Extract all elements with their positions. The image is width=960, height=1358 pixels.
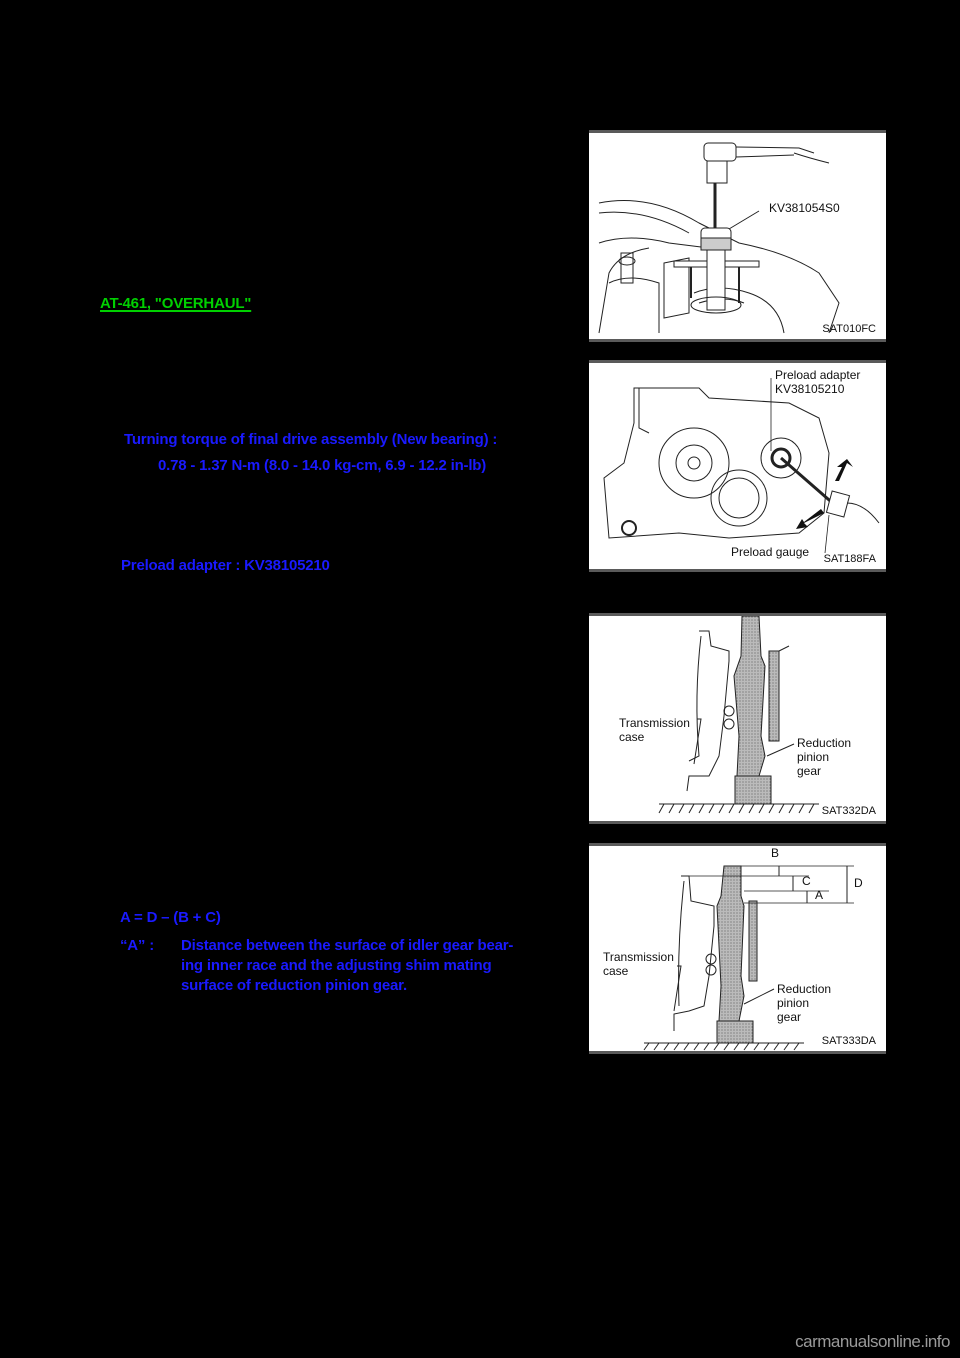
transmission-case-label-line2: case xyxy=(619,730,645,744)
dimension-a-label: A xyxy=(815,888,824,902)
reduction-pinion-label-line3: gear xyxy=(797,764,822,778)
transmission-case-label-line1: Transmission xyxy=(603,950,674,964)
transmission-case-label-line1: Transmission xyxy=(619,716,690,730)
figure-id: SAT333DA xyxy=(821,1035,876,1047)
figure-sat188fa xyxy=(589,360,886,572)
turning-torque-label: Turning torque of final drive assembly (New bearing) : xyxy=(124,431,498,448)
reduction-pinion-label-line2: pinion xyxy=(777,996,810,1010)
reduction-pinion-label-line1: Reduction xyxy=(777,982,832,996)
preload-adapter-spec: Preload adapter : KV38105210 xyxy=(121,557,330,574)
transmission-case-label-line2: case xyxy=(603,964,629,978)
figure-id: SAT010FC xyxy=(822,323,876,335)
preload-gauge-label: Preload gauge xyxy=(731,545,810,559)
reduction-pinion-label-line1: Reduction xyxy=(797,736,852,750)
figure-sat333da xyxy=(589,843,886,1054)
preload-adapter-label: Preload adapter xyxy=(775,368,861,382)
formula-term-a: “A” : xyxy=(120,937,154,954)
formula-definition-line-1: Distance between the surface of idler gear bear- xyxy=(181,937,514,954)
shim-measurement-illustration xyxy=(589,846,886,1051)
overhaul-reference-link[interactable]: AT-461, "OVERHAUL" xyxy=(100,295,252,312)
preload-adapter-part-number: KV38105210 xyxy=(775,382,845,396)
formula-definition-line-2: ing inner race and the adjusting shim mating xyxy=(181,957,492,974)
dimension-c-label: C xyxy=(802,874,811,888)
figure-sat332da xyxy=(589,613,886,824)
bearing-puller-illustration xyxy=(589,133,886,339)
dimension-d-label: D xyxy=(854,876,863,890)
formula-definition-line-3: surface of reduction pinion gear. xyxy=(181,977,407,994)
figure-id: SAT332DA xyxy=(821,805,876,817)
watermark: carmanualsonline.info xyxy=(795,1332,950,1351)
reduction-pinion-label-line3: gear xyxy=(777,1010,802,1024)
turning-torque-value: 0.78 - 1.37 N-m (8.0 - 14.0 kg-cm, 6.9 - 12.2 in-lb) xyxy=(158,457,487,474)
figure-id: SAT188FA xyxy=(823,553,876,565)
shim-formula: A = D – (B + C) xyxy=(120,909,221,926)
reduction-pinion-label-line2: pinion xyxy=(797,750,830,764)
dimension-b-label: B xyxy=(771,846,780,860)
figure-sat010fc xyxy=(589,130,886,342)
tool-label-kv381054s0: KV381054S0 xyxy=(769,201,840,215)
